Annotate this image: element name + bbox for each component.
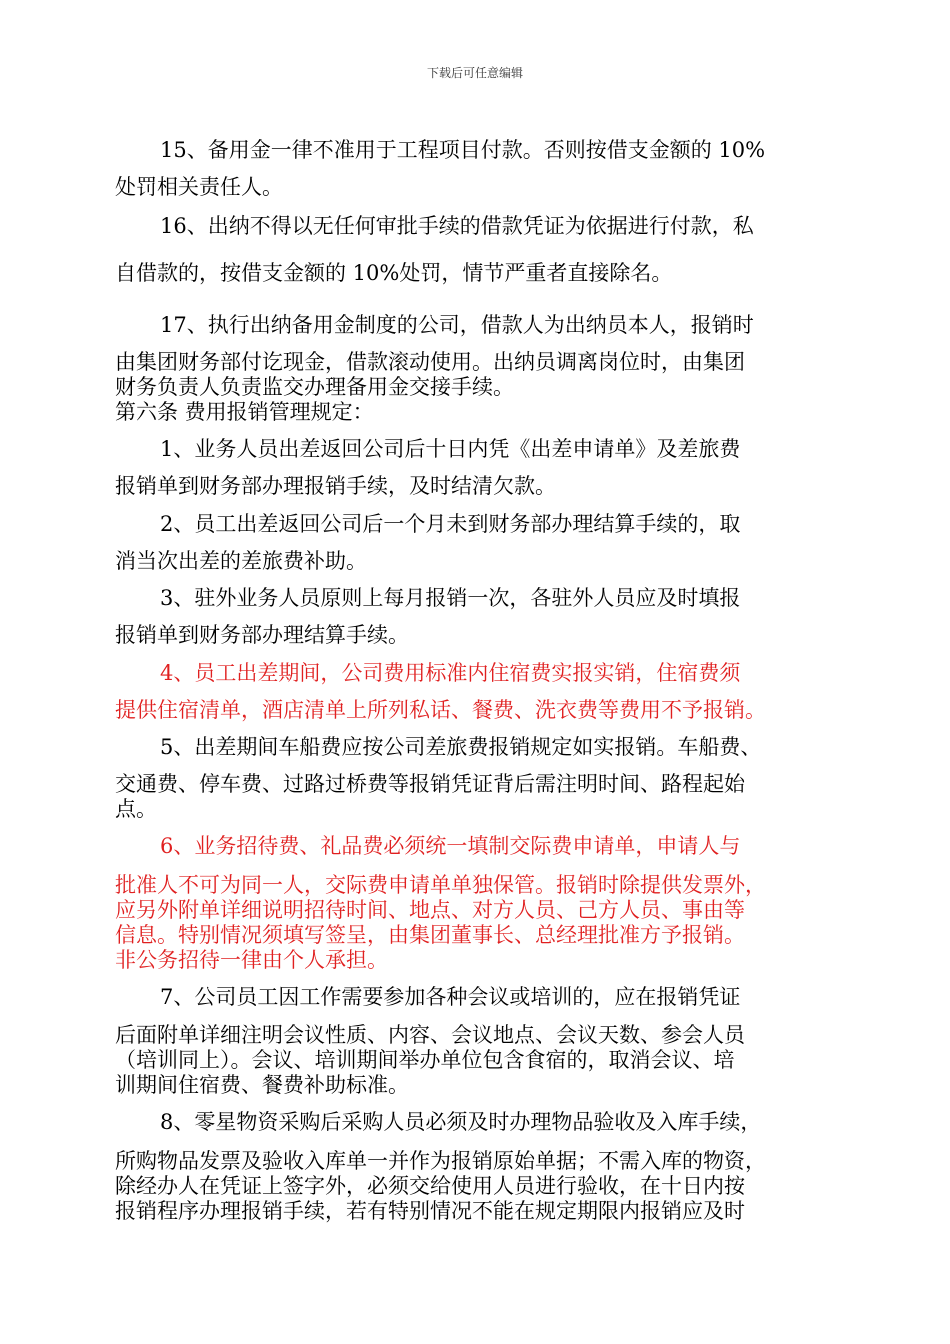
text-line: 消当次出差的差旅费补助。: [115, 549, 367, 573]
text-line: 6、业务招待费、礼品费必须统一填制交际费申请单，申请人与: [160, 834, 741, 858]
text-line: 训期间住宿费、餐费补助标准。: [115, 1073, 409, 1097]
text-line: 报销单到财务部办理报销手续，及时结清欠款。: [115, 474, 556, 498]
text-line: 处罚相关责任人。: [115, 175, 283, 199]
text-line: 3、驻外业务人员原则上每月报销一次，各驻外人员应及时填报: [160, 586, 741, 610]
text-line: 由集团财务部付讫现金，借款滚动使用。出纳员调离岗位时，由集团: [115, 350, 745, 374]
text-line: 7、公司员工因工作需要参加各种会议或培训的，应在报销凭证: [160, 985, 741, 1009]
text-line: 16、出纳不得以无任何审批手续的借款凭证为依据进行付款，私: [160, 214, 754, 238]
text-line: 5、出差期间车船费应按公司差旅费报销规定如实报销。车船费、: [160, 735, 762, 759]
text-line: 点。: [115, 797, 157, 821]
text-line: 第六条 费用报销管理规定：: [115, 400, 374, 424]
page-header: 下载后可任意编辑: [426, 66, 523, 80]
text-line: 报销单到财务部办理结算手续。: [115, 623, 409, 647]
text-line: 应另外附单详细说明招待时间、地点、对方人员、己方人员、事由等: [115, 898, 745, 922]
text-line: 后面附单详细注明会议性质、内容、会议地点、会议天数、参会人员: [115, 1023, 745, 1047]
text-line: 提供住宿清单，酒店清单上所列私话、餐费、洗衣费等费用不予报销。: [115, 698, 766, 722]
text-line: 4、员工出差期间，公司费用标准内住宿费实报实销，住宿费须: [160, 661, 741, 685]
text-line: 1、业务人员出差返回公司后十日内凭《出差申请单》及差旅费: [160, 437, 741, 461]
text-line: 所购物品发票及验收入库单一并作为报销原始单据；不需入库的物资，: [115, 1149, 766, 1173]
text-line: 自借款的，按借支金额的 10%处罚，情节严重者直接除名。: [115, 261, 673, 285]
text-line: 除经办人在凭证上签字外，必须交给使用人员进行验收，在十日内按: [115, 1174, 745, 1198]
text-line: 15、备用金一律不准用于工程项目付款。否则按借支金额的 10%: [160, 138, 766, 162]
text-line: 交通费、停车费、过路过桥费等报销凭证背后需注明时间、路程起始: [115, 772, 745, 796]
text-line: （培训同上）。会议、培训期间举办单位包含食宿的，取消会议、培: [115, 1048, 735, 1072]
text-line: 批准人不可为同一人，交际费申请单单独保管。报销时除提供发票外，: [115, 873, 766, 897]
text-line: 8、零星物资采购后采购人员必须及时办理物品验收及入库手续，: [160, 1110, 762, 1134]
text-line: 信息。特别情况须填写签呈，由集团董事长、总经理批准方予报销。: [115, 923, 745, 947]
text-line: 2、员工出差返回公司后一个月未到财务部办理结算手续的，取: [160, 512, 741, 536]
text-line: 报销程序办理报销手续，若有特别情况不能在规定期限内报销应及时: [115, 1199, 745, 1223]
text-line: 非公务招待一律由个人承担。: [115, 948, 388, 972]
text-line: 财务负责人负责监交办理备用金交接手续。: [115, 375, 514, 399]
text-line: 17、执行出纳备用金制度的公司，借款人为出纳员本人，报销时: [160, 313, 754, 337]
